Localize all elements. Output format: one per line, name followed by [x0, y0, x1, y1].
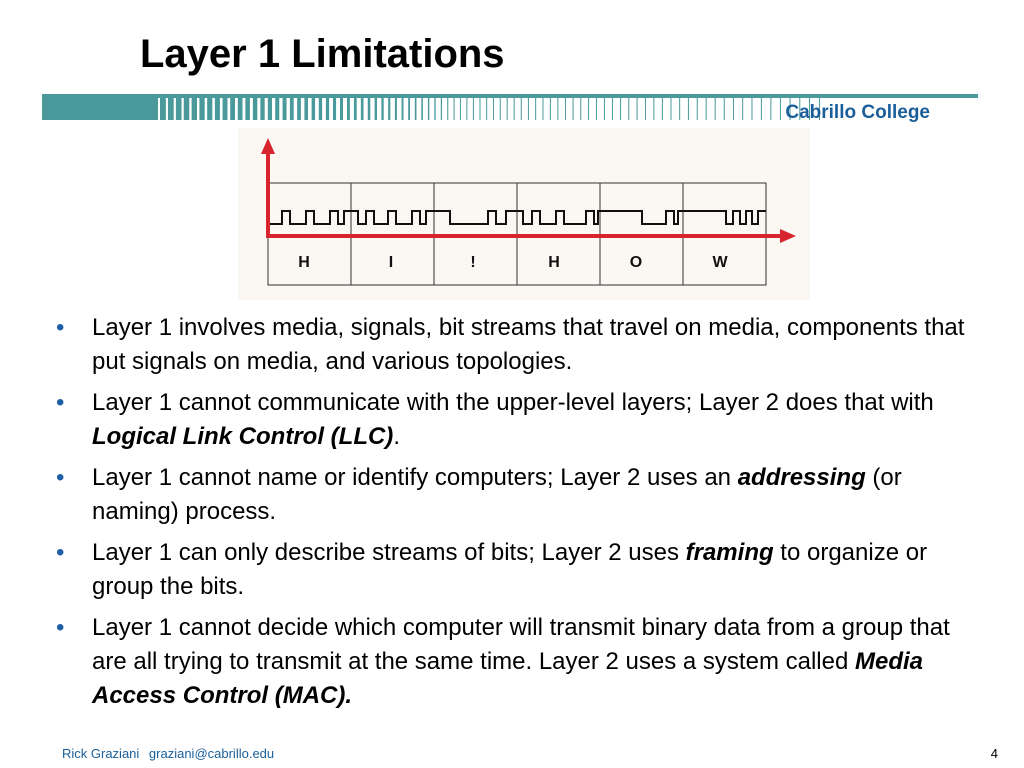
emphasized-term: framing [685, 539, 774, 566]
footer-author: Rick Graziani [62, 746, 140, 761]
cell-label: H [548, 254, 560, 271]
footer-email: graziani@cabrillo.edu [148, 746, 275, 761]
bullet-item [56, 611, 986, 713]
bullet-text: to organize or group the bits. [92, 539, 928, 600]
signal-diagram [238, 128, 810, 300]
page-number: 4 [990, 746, 998, 761]
bullet-text: Layer 1 cannot name or identify computers; Layer 2 uses an [92, 464, 738, 491]
cell-label: H [298, 254, 310, 271]
bullet-item [56, 461, 986, 529]
cell-label: W [712, 254, 728, 271]
emphasized-term: addressing [737, 464, 866, 491]
bullet-text: Layer 1 cannot decide which computer will transmit binary data from a group that are all trying to transmit at the same time. Layer 2 uses a system called [92, 614, 950, 675]
bullet-marker: • [56, 614, 65, 641]
emphasized-term: Media Access Control (MAC). [92, 648, 923, 709]
bullet-list [56, 311, 986, 720]
bullet-marker: • [56, 314, 65, 341]
bullet-text: Layer 1 can only describe streams of bits; Layer 2 uses [92, 539, 686, 566]
cell-label: I [388, 254, 394, 271]
cell-label: O [629, 254, 643, 271]
bullet-item [56, 536, 986, 604]
bullet-text: Layer 1 cannot communicate with the upper-level layers; Layer 2 does that with [92, 389, 934, 416]
footer-credit [62, 746, 274, 761]
bullet-text: Layer 1 involves media, signals, bit streams that travel on media, components that put signals on media, and various topologies. [92, 314, 965, 375]
cell-label: ! [470, 254, 476, 271]
emphasized-term: Logical Link Control (LLC) [92, 423, 394, 450]
bullet-text: (or naming) process. [92, 464, 902, 525]
bullet-item [56, 311, 986, 379]
bullet-marker: • [56, 389, 65, 416]
bullet-item [56, 386, 986, 454]
slide-title: Layer 1 Limitations [140, 32, 505, 76]
bullet-marker: • [56, 539, 65, 566]
college-logo-text: Cabrillo College [785, 102, 930, 123]
bullet-text: . [393, 423, 400, 450]
bullet-marker: • [56, 464, 65, 491]
